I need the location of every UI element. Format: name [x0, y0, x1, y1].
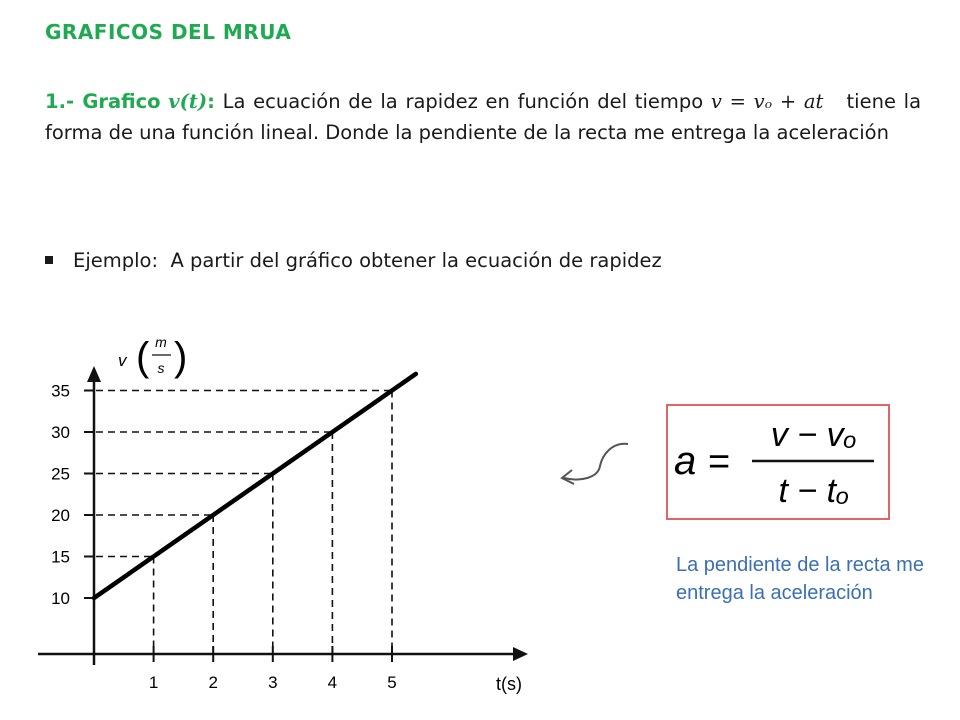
curved-arrow-icon: [556, 438, 636, 488]
y-tick-label: 10: [51, 589, 70, 608]
section-heading: 1.- Grafico: [45, 90, 161, 113]
y-tick-label: 25: [51, 464, 70, 484]
x-tick-label: 1: [148, 673, 159, 692]
page-title: GRAFICOS DEL MRUA: [45, 20, 292, 44]
formula-lhs: a: [674, 439, 697, 483]
slope-note: La pendiente de la recta me entrega la aceleración: [676, 554, 924, 604]
y-label-open-paren: (: [136, 335, 150, 379]
velocity-equation: v = vₒ + at: [710, 90, 824, 113]
acceleration-formula: [668, 406, 888, 518]
y-axis-label: [118, 334, 187, 379]
example-bullet: [45, 249, 662, 272]
section-heading-math: v(t): [168, 90, 208, 113]
paragraph-text-2: tiene la forma de una función lineal. Donde la pendiente de la recta me entrega la aceleración: [45, 90, 922, 144]
bullet-square-icon: [45, 256, 53, 264]
paragraph-text-1: La ecuación de la rapidez en función del tiempo: [222, 90, 704, 113]
y-label-close-paren: ): [174, 335, 188, 379]
x-tick-label: 2: [208, 673, 218, 692]
example-text: A partir del gráfico obtener la ecuación de rapidez: [170, 249, 662, 272]
formula-denominator: t − tₒ: [778, 472, 850, 510]
x-axis-label: t(s): [496, 674, 522, 694]
x-tick-label: 4: [327, 673, 338, 692]
section-heading-colon: :: [207, 90, 215, 113]
intro-paragraph: [45, 86, 921, 148]
y-tick-label: 30: [51, 423, 70, 442]
acceleration-formula-box: [666, 404, 890, 520]
y-tick-label: 15: [51, 547, 70, 567]
x-tick-label: 5: [387, 673, 397, 692]
y-label-denominator: s: [157, 360, 165, 376]
y-tick-label: 20: [51, 506, 70, 525]
x-tick-label: 3: [268, 673, 278, 692]
velocity-time-chart: [0, 320, 560, 720]
example-label: Ejemplo:: [73, 249, 159, 272]
y-axis-arrow-icon: [87, 366, 101, 382]
y-label-numerator: m: [155, 334, 167, 350]
formula-equals: =: [708, 441, 731, 483]
formula-numerator: v − vₒ: [770, 416, 858, 454]
y-tick-label: 35: [51, 381, 70, 401]
x-axis-arrow-icon: [513, 647, 528, 661]
y-label-var: v: [118, 351, 127, 370]
velocity-line: [94, 374, 416, 598]
